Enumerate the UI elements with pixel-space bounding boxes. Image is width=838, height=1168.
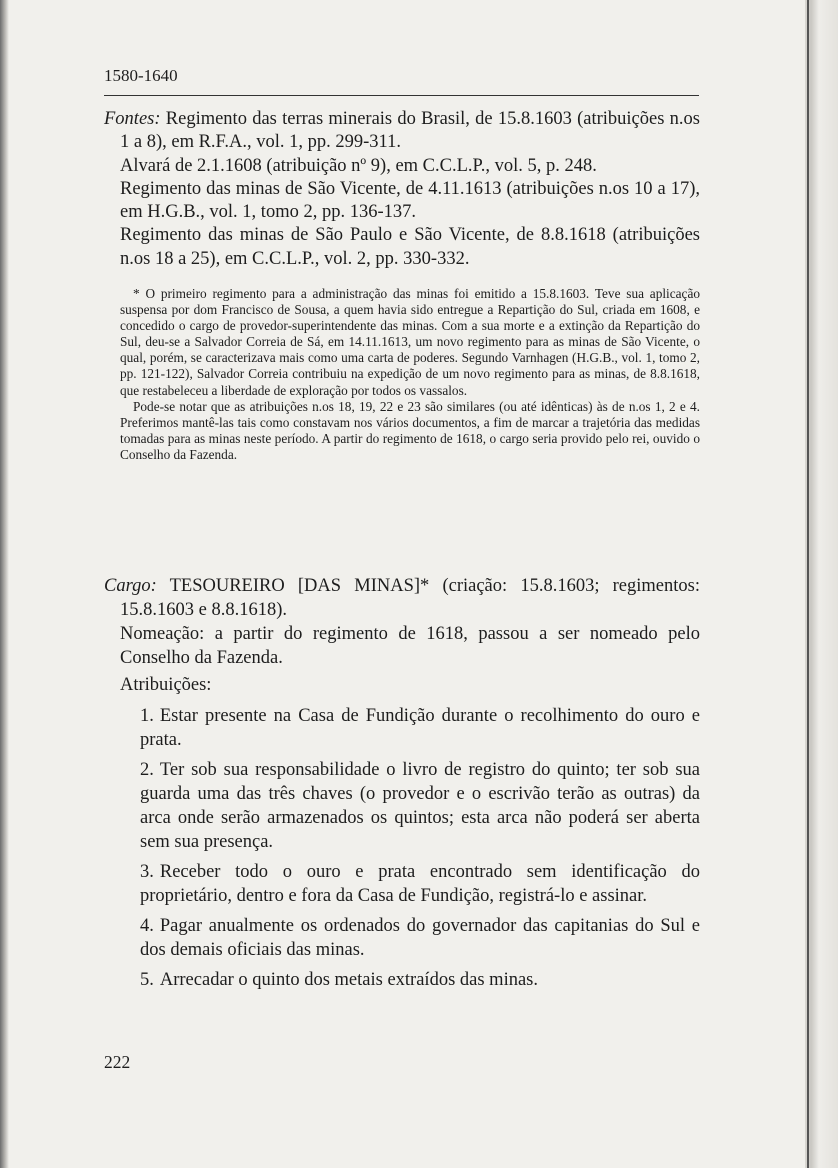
atribuicoes-label: Atribuições: [120,675,212,695]
page-left-shadow [0,0,9,1168]
source-entry: Regimento das minas de São Vicente, de 4.11.1613 (atribuições n.os 10 a 17), em H.G.B., vol. 1, tomo 2, pp. 136-137. [120,178,700,223]
footnote-paragraph: * O primeiro regimento para a administração das minas foi emitido a 15.8.1603. Teve sua aplicação suspensa por dom Francisco de Sousa, a quem havia sido entregue a Repartição do Sul, criada em 1608, e concedido o cargo de provedor-superintendente das minas. Com a sua morte e a extinção da Repartição do Sul, deu-se a Salvador Correia de Sá, em 14.11.1613, um novo regimento para as minas de São Vicente, o qual, porém, se caracterizava mais como uma carta de poderes. Segundo Varnhagen (H.G.B., vol. 1, tomo 2, pp. 121-122), Salvador Correia contribuiu na expedição de um novo regimento para as minas, de 8.8.1618, que restabeleceu a liberdade de exploração por todos os vassalos. [120,286,700,398]
sources-label: Fontes: [104,109,161,129]
header-rule [104,95,699,96]
list-item: 4. Pagar anualmente os ordenados do governador das capitanias do Sul e dos demais oficiais das minas. [140,916,700,960]
page-right-edge [805,0,838,1168]
cargo-title: TESOUREIRO [DAS MINAS]* (criação: 15.8.1603; regimentos: 15.8.1603 e 8.8.1618). [120,576,700,620]
atribuicoes-list [140,704,700,992]
sources-section [104,108,700,271]
running-header: 1580-1640 [104,66,178,85]
footnote-section [120,286,700,463]
nomeacao-text: Nomeação: a partir do regimento de 1618, passou a ser nomeado pelo Conselho da Fazenda. [120,624,700,668]
page-number: 222 [104,1052,131,1072]
list-item: 1. Estar presente na Casa de Fundição durante o recolhimento do ouro e prata. [140,706,700,750]
list-item: 2. Ter sob sua responsabilidade o livro de registro do quinto; ter sob sua guarda uma das três chaves (o provedor e o escrivão terão as outras) da arca onde serão armazenados os quintos; esta arca não poderá ser aberta sem sua presença. [140,760,700,852]
list-item: 3. Receber todo o ouro e prata encontrado sem identificação do proprietário, dentro e fora da Casa de Fundição, registrá-lo e assinar. [140,862,700,906]
list-item: 5. Arrecadar o quinto dos metais extraídos das minas. [140,970,538,990]
cargo-label: Cargo: [104,576,157,596]
source-entry: Alvará de 2.1.1608 (atribuição nº 9), em C.C.L.P., vol. 5, p. 248. [120,155,597,176]
source-entry: Regimento das minas de São Paulo e São Vicente, de 8.8.1618 (atribuições n.os 18 a 25), em C.C.L.P., vol. 2, pp. 330-332. [120,225,700,269]
footnote-paragraph: Pode-se notar que as atribuições n.os 18, 19, 22 e 23 são similares (ou até idênticas) às de n.os 1, 2 e 4. Preferimos mantê-las tais como constavam nos vários documentos, a fim de marcar a trajetória das medidas tomadas para as minas neste período. A partir do regimento de 1618, o cargo seria provido pelo rei, ouvido o Conselho da Fazenda. [120,398,700,462]
cargo-heading [104,574,700,622]
source-entry: Fontes: Regimento das terras minerais do Brasil, de 15.8.1603 (atribuições n.os 1 a 8), em R.F.A., vol. 1, pp. 299-311. [104,109,700,153]
cargo-section [104,574,700,998]
